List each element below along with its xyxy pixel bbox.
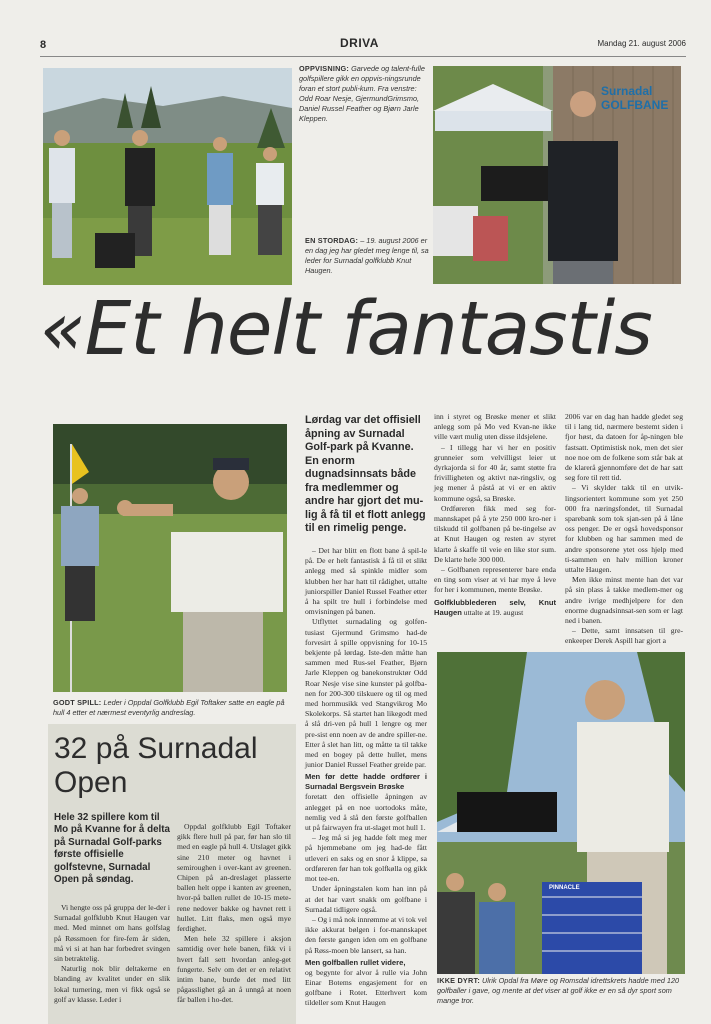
paragraph: Men hele 32 spillere i aksjon samtidig over hele banen, fikk vi i hvert fall sett hvordan anleg-get fungerte. Selv om det er en relativt intim bane, burde det med litt pågasslighet gå an å unngå at noen får ballen i ho-det.: [177, 934, 291, 1005]
paragraph: – Vi skylder takk til en utvik-lingsorientert kommune som yet 250 000 fra næringsfondet, til Surnadal sparebank som tok sjan-sen på å låne oss penger. De er også hovedsponsor for klubben og har sammen med de andre sponsorene ytet oss hjelp med ti-sammen en halv million kroner uttalte Haugen.: [565, 483, 683, 575]
paragraph: 2006 var en dag han hadde gledet seg til i lang tid, nærmere bestemt siden i fjor høst, da datoen for åp-ningen ble fastsatt. Optimistisk nok, men det sier noe noe om de folkene som står bak at de klarerå gjennomføre det de har satt seg fore til rett tid.: [565, 412, 683, 483]
pinnacle-box-label: PINNACLE: [549, 885, 580, 891]
sidebar-lead: Hele 32 spillere kom til Mo på Kvanne for å delta på Surnadal Golf-parks første offisielle golfstevne, Surnadal Open på søndag.: [54, 812, 170, 886]
caption-en-stordag: [305, 236, 429, 276]
paragraph: – Dette, samt innsatsen til gre-enkeeper Derek Aspill har gjort a: [565, 626, 683, 646]
subhead-ordforer: Men før dette hadde ordfører i Surnadal Bergsvein Brøske: [305, 772, 427, 792]
golfer-image: [53, 424, 287, 692]
paragraph: Naturlig nok blir deltakerne en blanding av kvalitet under en slik lokal turnering, men vi fikk også se golf av klasse. Leder i: [54, 964, 170, 1004]
photo-egil-toftaker: [53, 424, 287, 692]
page-number: 8: [40, 39, 47, 51]
paragraph: Ordføreren fikk med seg for-mannskapet på å yte 250 000 kro-ner i tilskudd til golfbanen på be-tingelse av at Knut Haugen og resten av styret klarte å skaffe til veie en like stor sum. De klarte hele 300 000.: [434, 503, 556, 564]
caption-text: Leder i Oppdal Golfklubb Egil Toftaker satte en eagle på hull 4 etter et nærmest eventyrlig andreslag.: [53, 698, 285, 717]
subhead-golfballen: Men golfballen rullet videre,: [305, 957, 406, 967]
article-col-3: [565, 412, 683, 647]
photo-golfers-exhibition: [43, 68, 292, 285]
sidebar-headline: 32 på Surnadal Open: [54, 732, 258, 799]
paragraph: foretatt den offisielle åpningen av anlegget på en noe uortodoks måte, nemlig ved å slå den første golfballen ut på fairwayen fra ut-slaget mot hull 1.: [305, 792, 427, 833]
caption-text: Ulrik Opdal fra Møre og Romsdal idrettskrets hadde med 120 golfballer i gave, og mente at det viser at golf ikke er en så dyr sport som mange tror.: [437, 976, 680, 1005]
speaker-golfballs-image: [437, 652, 685, 974]
caption-label: EN STORDAG:: [305, 236, 359, 245]
caption-godt-spill: [53, 698, 291, 718]
paragraph: Oppdal golfklubb Egil Toftaker gikk flere hull på par, før han slo til med en eagle på hull 4. Utslaget gikk sine 210 meter og havnet i semiroughen i over-kant av greenen. Chipen på an-dreslaget plasserte ballen helt oppe i kanten av greenen, hvor-på ballen rullet de 10-15 mete-rene nedover bakke og havnet rett i hullet. Litt flaks, men også mye ferdighet.: [177, 822, 291, 934]
main-headline: «Et helt fantastis: [40, 286, 652, 372]
golfers-image: [43, 68, 292, 285]
sidebar-col-1: [54, 903, 170, 1005]
caption-label: OPPVISNING:: [299, 64, 350, 73]
caption-oppvisning: [299, 64, 427, 124]
subhead-golfklubblederen: Golfklubblederen selv, Knut Haugen: [434, 597, 556, 617]
caption-label: IKKE DYRT:: [437, 976, 480, 985]
masthead: DRIVA: [340, 36, 379, 50]
golfbane-sign-text: Surnadal GOLFBANE: [601, 84, 669, 112]
sidebar-col-2: [177, 822, 291, 1006]
paragraph: Under åpningstalen kom han inn på at det har vært snakk om golfbane i Surnadal tidligere også.: [305, 884, 427, 914]
paragraph: Vi hengte oss på gruppa der le-der i Surnadal golfklubb Knut Haugen var med. Med minnet om hans golfslag på Røssmoen for fire-fem år siden, må vi si at han har forbedret svingen sin betraktelig.: [54, 903, 170, 964]
caption-label: GODT SPILL:: [53, 698, 102, 707]
caption-ikke-dyrt: [437, 976, 685, 1006]
paragraph: Men ikke minst mente han det var på sin plass å takke medlem-mer og andre ivrige medhjelpere for den enorme dugnadsinnsat-sen som er lagt ned i banen.: [565, 575, 683, 626]
photo-ulrik-opdal: [437, 652, 685, 974]
caption-text: Garvede og talent-fulle golfspillere gikk en oppvis-ningsrunde foran et stort publi-kum. Fra venstre: Odd Roar Nesje, GjermundGrimsmo, Daniel Russel Feather og Bjørn Jarle Kleppen.: [299, 64, 425, 123]
paragraph: – Jeg må si jeg hadde følt meg mer på hjemmebane om jeg had-de fått utleveri en saks og en snor å klippe, sa ordføreren før han tok golfkølla og gikk mot tee-en.: [305, 833, 427, 884]
photo-knut-haugen-speech: [433, 66, 681, 284]
caption-text: – 19. august 2006 er en dag jeg har gledet meg lenge til, sa leder for Surnadal golfklubb Knut Haugen.: [305, 236, 429, 275]
paragraph: uttalte at 19. august: [463, 607, 524, 617]
issue-date: Mandag 21. august 2006: [597, 39, 686, 48]
paragraph: – Det har blitt en flott bane å spil-le på. De er helt fantastisk å få til et slikt anlegg med så spinkle midler som klubben her har hatt til rådighet, uttalte juniorspiller Daniel Russel Feather etter å ha spilt tre hull i forbindelse med omvisningen på banen.: [305, 546, 427, 617]
article-col-2: [434, 412, 556, 618]
paragraph: – I tillegg har vi her en positiv grunneier som velvilligst leier ut dyrkajorda si for 40 år, samt støtte fra frivilligheten og aktivt næ-ringsliv, og jeg mener å påstå at vi er en aktiv kommune også, sa Brøske.: [434, 442, 556, 503]
paragraph: Utflyttet surnadaling og golfen-tusiast Gjermund Grimsmo had-de forvesirt å spille oppvisning for 10-15 bekjente på lørdag. Iste-den måtte han sammen med Rus-sel Feather, Bjørn Jarle Kleppen og banekonstruktør Odd Roar Nesje vise sine kunster på golfba-nen for 200-300 tilskuere og til og med med hornmusikk ved Stangvikrog Mo Skolekorps. Så startet han likegodt med å slå dri-ven på hull 1 lengre og mer pre-sist enn noen av de andre spiller-ne. Etter å slet han litt, og måtte ta til takke med en bogey på dette hullet, mens junior Daniel Russel Feather greide par.: [305, 617, 427, 770]
article-col-1: [305, 546, 427, 1009]
page-header: [40, 36, 686, 57]
paragraph: og begynte for alvor å rulle via John Einar Botems engasjement for en golfbane i Rotet. Etterhvert kom tildeller som Knut Haugen: [305, 967, 427, 1008]
paragraph: inn i styret og Brøske mener et slikt anlegg som på Mo ved Kvan-ne ikke ville vært mulig uten disse ildsjelene.: [434, 412, 556, 442]
paragraph: – Og i må nok innrømme at vi tok vel ikke akkurat bølgen i for-mannskapet den første gangen iden om en golfbane på Røss-moen ble lansert, sa han.: [305, 914, 427, 955]
article-lead: Lørdag var det offisiell åpning av Surnadal Golf-park på Kvanne. En enorm dugnadsinnsats både fra medlemmer og andre har gjort det mu-lig å få til et flott anlegg til en rimelig penge.: [305, 414, 426, 534]
paragraph: – Golfbanen representerer bare enda en ting som viser at vi har mye å leve for her i kommunen, mente Brøske.: [434, 565, 556, 595]
